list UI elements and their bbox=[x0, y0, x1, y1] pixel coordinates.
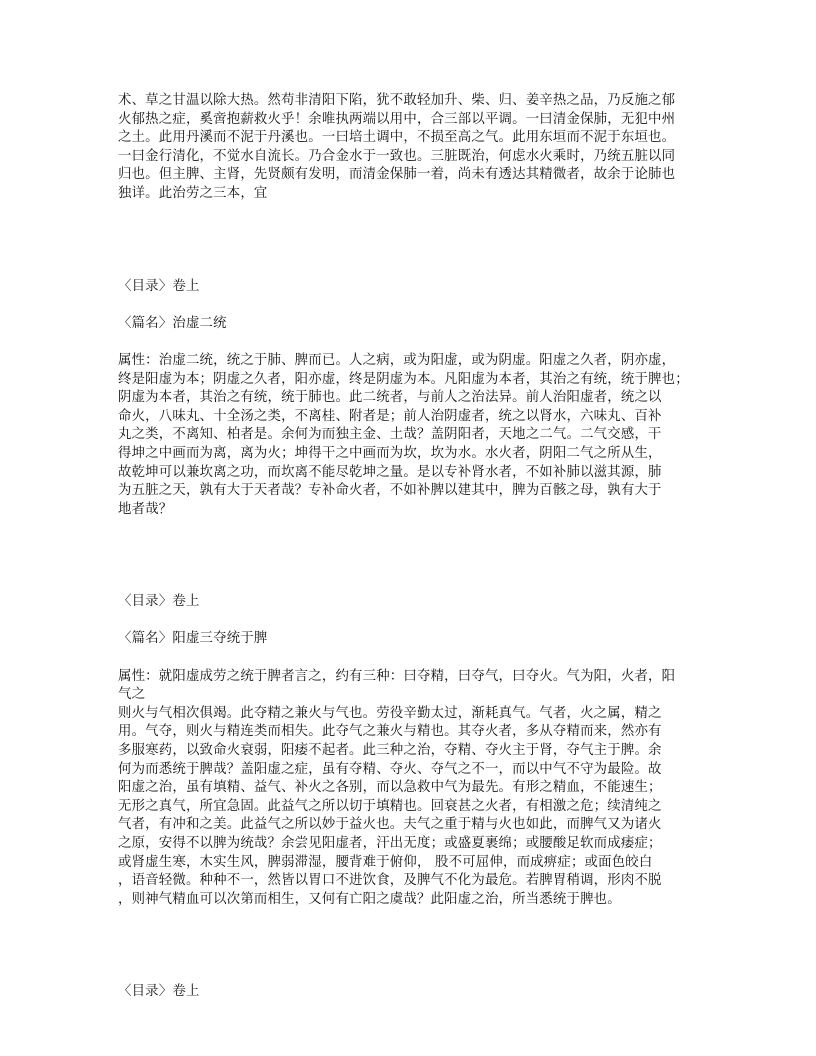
spacer bbox=[118, 909, 698, 983]
paragraph-line: 命火，八味丸、十全汤之类，不离桂、附者是；前人治阴虚者，统之以肾水，六味丸、百补 bbox=[118, 408, 662, 424]
paragraph-line: 归也。但主脾、主肾，先贤颇有发明，而清金保肺一着，尚未有透达其精微者，故余于论肺也 bbox=[118, 167, 676, 183]
section-title: 〈篇名〉阳虚三夺统于脾 bbox=[118, 631, 268, 647]
section-zhixu-ertong bbox=[118, 278, 698, 520]
paragraph-line: 独详。此治劳之三本，宜 bbox=[118, 185, 268, 201]
spacer bbox=[118, 519, 698, 593]
section-title: 〈篇名〉治虚二统 bbox=[118, 315, 227, 331]
paragraph-line: 何为而悉统于脾哉？盖阳虚之症，虽有夺精、夺火、夺气之不一，而以中气不守为最险。故 bbox=[118, 761, 662, 777]
paragraph-line: 一曰金行清化，不觉水自流长。乃合金水于一致也。三脏既治，何虑水火乘时，乃统五脏以同 bbox=[118, 148, 676, 164]
paragraph-line: 或肾虚生寒，木实生风，脾弱滞湿，腰背难于俯仰， 股不可屈伸，而成痹症；或面色皎白 bbox=[118, 854, 653, 870]
paragraph-line: 无形之真气，所宜急固。此益气之所以切于填精也。回衰甚之火者，有相激之危；续清纯之 bbox=[118, 798, 662, 814]
paragraph-line: 术、草之甘温以除大热。然苟非清阳下陷，犹不敢轻加升、柴、归、姜辛热之品，乃反施之郁 bbox=[118, 93, 676, 108]
paragraph-line: 丸之类，不离知、柏者是。余何为而独主金、土哉？盖阴阳者，天地之二气。二气交感，干 bbox=[118, 427, 662, 443]
spacer bbox=[118, 204, 698, 278]
paragraph-line: 阴虚为本者，其治之有统，统于肺也。此二统者，与前人之治法异。前人治阳虚者，统之以 bbox=[118, 390, 662, 406]
paragraph-line: ，语音轻微。种种不一，然皆以胃口不进饮食，及脾气不化为最危。若脾胃稍调，形肉不脱 bbox=[118, 873, 662, 889]
paragraph-line: 则火与气相次俱竭。此夺精之兼火与气也。劳役辛勤太过，渐耗真气。气者，火之属，精之 bbox=[118, 705, 662, 721]
paragraph-line: 故乾坤可以兼坎离之功，而坎离不能尽乾坤之量。是以专补肾水者，不如补肺以滋其源，肺 bbox=[118, 464, 662, 480]
paragraph-line: 之土。此用丹溪而不泥于丹溪也。一曰培土调中，不损至高之气。此用东垣而不泥于东垣也。 bbox=[118, 130, 676, 146]
paragraph-line: 气之 bbox=[118, 687, 146, 703]
section-next bbox=[118, 983, 698, 1002]
paragraph-line: ，则神气精血可以次第而相生，又何有亡阳之虞哉？此阳虚之治，所当悉统于脾也。 bbox=[118, 891, 621, 907]
paragraph-line: 得坤之中画而为离，离为火；坤得干之中画而为坎，坎为水。水火者，阴阳二气之所从生， bbox=[118, 445, 662, 461]
catalog-heading: 〈目录〉卷上 bbox=[118, 278, 200, 294]
paragraph-line: 终是阳虚为本；阴虚之久者，阳亦虚，终是阴虚为本。凡阳虚为本者，其治之有统，统于脾也； bbox=[118, 371, 689, 387]
paragraph-line: 地者哉？ bbox=[118, 501, 173, 517]
paragraph-line: 之原，安得不以脾为统哉？余尝见阳虚者，汗出无度；或盛夏裹绵；或腰酸足软而成痿症； bbox=[118, 836, 662, 851]
paragraph-line: 为五脏之天，孰有大于天者哉？专补命火者，不如补脾以建其中，脾为百骸之母，孰有大于 bbox=[118, 483, 662, 499]
paragraph-line: 用。气夺，则火与精连类而相失。此夺气之兼火与精也。其夺火者，多从夺精而来，然亦有 bbox=[118, 724, 662, 740]
document-page bbox=[118, 92, 698, 1002]
catalog-heading: 〈目录〉卷上 bbox=[118, 594, 200, 610]
section-yangxu-sanduo bbox=[118, 593, 698, 909]
paragraph-line: 多服寒药，以致命火衰弱，阳痿不起者。此三种之治，夺精、夺火主于肾，夺气主于脾。余 bbox=[118, 743, 662, 759]
catalog-heading: 〈目录〉卷上 bbox=[118, 984, 200, 1000]
paragraph-line: 属性：治虚二统，统之于肺、脾而已。人之病，或为阳虚，或为阴虚。阳虚之久者，阴亦虚， bbox=[118, 352, 676, 368]
paragraph-line: 火郁热之症，奚啻抱薪救火乎！余唯执两端以用中，合三部以平调。一曰清金保肺，无犯中州 bbox=[118, 111, 676, 127]
intro-paragraph bbox=[118, 92, 698, 204]
paragraph-line: 阳虚之治，虽有填精、益气、补火之各别，而以急救中气为最先。有形之精血，不能速生； bbox=[118, 780, 662, 796]
paragraph-line: 气者，有冲和之美。此益气之所以妙于益火也。夫气之重于精与火也如此，而脾气又为诸火 bbox=[118, 817, 662, 833]
paragraph-line: 属性：就阳虚成劳之统于脾者言之，约有三种：曰夺精，曰夺气，曰夺火。气为阳，火者，阳 bbox=[118, 668, 676, 684]
